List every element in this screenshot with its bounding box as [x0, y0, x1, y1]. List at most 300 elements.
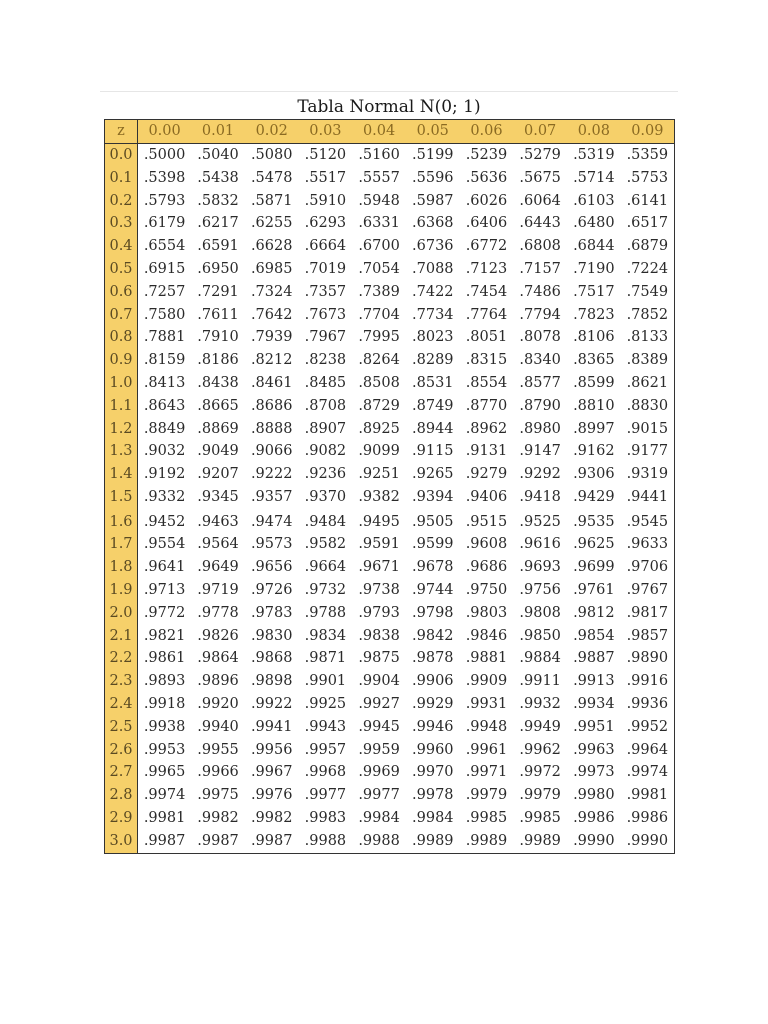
table-cell: .9236 [304, 466, 347, 483]
table-cell: .8106 [573, 329, 615, 346]
row-header-z: 2.5 [105, 716, 138, 739]
table-cell: .6217 [197, 215, 239, 232]
column-header: 0.09 [621, 120, 675, 144]
table-cell: .6293 [304, 215, 347, 232]
table-row [105, 143, 675, 166]
table-cell: .8849 [143, 420, 186, 437]
table-cell: .8665 [197, 397, 239, 414]
table-cell: .8264 [358, 352, 400, 369]
table-cell: .9927 [358, 696, 400, 713]
row-header-z: 0.6 [105, 281, 138, 304]
row-header-z: 0.0 [105, 143, 138, 166]
table-cell: .9778 [197, 604, 239, 621]
table-cell: .8340 [519, 352, 561, 369]
table-cell: .7123 [465, 260, 508, 277]
table-cell: .9573 [250, 536, 293, 553]
table-cell: .9956 [250, 741, 293, 758]
table-cell: .9901 [304, 673, 347, 690]
table-cell: .6141 [626, 192, 669, 209]
row-header-z: 2.6 [105, 739, 138, 762]
table-row [105, 440, 675, 463]
table-cell: .8289 [412, 352, 454, 369]
table-cell: .8944 [412, 420, 454, 437]
table-cell: .9474 [250, 513, 293, 530]
table-cell: .5040 [197, 146, 239, 163]
table-cell: .9896 [197, 673, 239, 690]
table-cell: .6628 [250, 238, 293, 255]
column-header-z: z [105, 120, 138, 144]
column-header: 0.05 [406, 120, 460, 144]
table-cell: .9633 [626, 536, 669, 553]
table-cell: .9441 [626, 488, 669, 505]
column-header: 0.06 [460, 120, 514, 144]
table-cell: .9909 [465, 673, 508, 690]
normal-distribution-table [104, 119, 675, 854]
table-cell: .8413 [143, 374, 186, 391]
column-header: 0.08 [567, 120, 621, 144]
table-cell: .9989 [465, 832, 508, 849]
table-cell: .7324 [250, 283, 293, 300]
table-cell: .9878 [412, 650, 454, 667]
table-row [105, 556, 675, 579]
table-cell: .8980 [519, 420, 561, 437]
table-cell: .8238 [304, 352, 347, 369]
table-row [105, 212, 675, 235]
table-cell: .9463 [197, 513, 239, 530]
table-cell: .5948 [358, 192, 400, 209]
table-cell: .7257 [143, 283, 186, 300]
table-row [105, 716, 675, 739]
row-header-z: 2.7 [105, 761, 138, 784]
table-row [105, 303, 675, 326]
table-cell: .7088 [412, 260, 454, 277]
table-cell: .5793 [143, 192, 186, 209]
column-header: 0.04 [352, 120, 406, 144]
table-cell: .6480 [573, 215, 615, 232]
table-cell: .9989 [519, 832, 561, 849]
table-cell: .9686 [465, 559, 508, 576]
table-cell: .9934 [573, 696, 615, 713]
table-cell: .8554 [465, 374, 508, 391]
table-cell: .9554 [143, 536, 186, 553]
table-cell: .9951 [573, 718, 615, 735]
table-cell: .9984 [358, 810, 400, 827]
table-cell: .9970 [412, 764, 454, 781]
table-cell: .9744 [412, 582, 454, 599]
table-cell: .7704 [358, 306, 400, 323]
table-cell: .9131 [465, 443, 508, 460]
table-cell: .8810 [573, 397, 615, 414]
table-cell: .9932 [519, 696, 561, 713]
table-cell: .9922 [250, 696, 293, 713]
table-cell: .5557 [358, 169, 400, 186]
row-header-z: 0.9 [105, 349, 138, 372]
table-cell: .8962 [465, 420, 508, 437]
table-cell: .9972 [519, 764, 561, 781]
table-cell: .7580 [143, 306, 186, 323]
table-cell: .9783 [250, 604, 293, 621]
table-cell: .9982 [250, 810, 293, 827]
table-cell: .9955 [197, 741, 239, 758]
table-cell: .8686 [250, 397, 293, 414]
table-cell: .5160 [358, 146, 400, 163]
table-cell: .9525 [519, 513, 561, 530]
table-cell: .8023 [412, 329, 454, 346]
table-cell: .6406 [465, 215, 508, 232]
table-cell: .6255 [250, 215, 293, 232]
table-cell: .9406 [465, 488, 508, 505]
table-cell: .5438 [197, 169, 239, 186]
table-cell: .9949 [519, 718, 561, 735]
row-header-z: 3.0 [105, 830, 138, 853]
table-cell: .8790 [519, 397, 561, 414]
row-header-z: 0.8 [105, 326, 138, 349]
table-cell: .9625 [573, 536, 615, 553]
table-cell: .7642 [250, 306, 293, 323]
table-cell: .8888 [250, 420, 293, 437]
row-header-z: 2.1 [105, 625, 138, 648]
table-cell: .9834 [304, 627, 347, 644]
table-cell: .6591 [197, 238, 239, 255]
table-row [105, 463, 675, 486]
row-header-z: 0.7 [105, 303, 138, 326]
table-cell: .9854 [573, 627, 615, 644]
table-cell: .9706 [626, 559, 669, 576]
table-cell: .9981 [626, 787, 669, 804]
row-header-z: 1.7 [105, 533, 138, 556]
row-header-z: 1.6 [105, 509, 138, 534]
table-cell: .6368 [412, 215, 454, 232]
table-cell: .5199 [412, 146, 454, 163]
table-row [105, 235, 675, 258]
table-cell: .9969 [358, 764, 400, 781]
table-cell: .5359 [626, 146, 669, 163]
table-cell: .9049 [197, 443, 239, 460]
row-header-z: 2.2 [105, 647, 138, 670]
table-cell: .8365 [573, 352, 615, 369]
table-cell: .8212 [250, 352, 293, 369]
table-cell: .9505 [412, 513, 454, 530]
table-cell: .9971 [465, 764, 508, 781]
table-cell: .8925 [358, 420, 400, 437]
table-cell: .7764 [465, 306, 508, 323]
table-cell: .9974 [626, 764, 669, 781]
table-cell: .9911 [519, 673, 561, 690]
table-cell: .8643 [143, 397, 186, 414]
table-cell: .9251 [358, 466, 400, 483]
table-row [105, 807, 675, 830]
table-cell: .5398 [143, 169, 186, 186]
table-cell: .9987 [143, 832, 186, 849]
table-cell: .8749 [412, 397, 454, 414]
table-cell: .9884 [519, 650, 561, 667]
table-cell: .9988 [304, 832, 347, 849]
table-row [105, 625, 675, 648]
table-cell: .9678 [412, 559, 454, 576]
table-cell: .9868 [250, 650, 293, 667]
table-cell: .9115 [412, 443, 454, 460]
table-cell: .9861 [143, 650, 186, 667]
table-row [105, 509, 675, 534]
table-cell: .9664 [304, 559, 347, 576]
table-cell: .9162 [573, 443, 615, 460]
table-cell: .8051 [465, 329, 508, 346]
table-cell: .9990 [573, 832, 615, 849]
table-cell: .9761 [573, 582, 615, 599]
table-cell: .6879 [626, 238, 669, 255]
table-cell: .9564 [197, 536, 239, 553]
table-cell: .9222 [250, 466, 293, 483]
table-cell: .9345 [197, 488, 239, 505]
row-header-z: 2.3 [105, 670, 138, 693]
table-row [105, 784, 675, 807]
table-cell: .9418 [519, 488, 561, 505]
row-header-z: 0.2 [105, 189, 138, 212]
table-cell: .9906 [412, 673, 454, 690]
table-row [105, 258, 675, 281]
table-cell: .7454 [465, 283, 508, 300]
page-title: Tabla Normal N(0; 1) [297, 97, 481, 117]
table-cell: .9798 [412, 604, 454, 621]
table-row [105, 533, 675, 556]
table-cell: .9967 [250, 764, 293, 781]
table-cell: .9767 [626, 582, 669, 599]
table-cell: .7852 [626, 306, 669, 323]
table-cell: .9979 [519, 787, 561, 804]
table-cell: .9099 [358, 443, 400, 460]
table-row [105, 326, 675, 349]
table-cell: .9959 [358, 741, 400, 758]
table-row [105, 647, 675, 670]
row-header-z: 1.5 [105, 486, 138, 509]
table-cell: .5517 [304, 169, 347, 186]
table-cell: .9964 [626, 741, 669, 758]
table-row [105, 189, 675, 212]
table-cell: .9082 [304, 443, 347, 460]
table-cell: .9890 [626, 650, 669, 667]
table-cell: .8389 [626, 352, 669, 369]
table-cell: .5080 [250, 146, 293, 163]
table-cell: .9913 [573, 673, 615, 690]
table-cell: .9871 [304, 650, 347, 667]
column-header: 0.02 [245, 120, 299, 144]
table-header-row [105, 120, 675, 144]
table-cell: .9484 [304, 513, 347, 530]
table-cell: .9649 [197, 559, 239, 576]
table-cell: .9719 [197, 582, 239, 599]
table-cell: .9987 [250, 832, 293, 849]
table-cell: .9960 [412, 741, 454, 758]
table-row [105, 281, 675, 304]
table-row [105, 349, 675, 372]
table-cell: .6179 [143, 215, 186, 232]
table-cell: .7995 [358, 329, 400, 346]
table-cell: .8869 [197, 420, 239, 437]
table-cell: .5319 [573, 146, 615, 163]
table-cell: .9608 [465, 536, 508, 553]
table-cell: .9756 [519, 582, 561, 599]
table-cell: .7967 [304, 329, 347, 346]
table-cell: .9938 [143, 718, 186, 735]
table-cell: .9977 [358, 787, 400, 804]
table-cell: .9382 [358, 488, 400, 505]
table-cell: .6026 [465, 192, 508, 209]
table-cell: .9881 [465, 650, 508, 667]
table-cell: .9495 [358, 513, 400, 530]
table-cell: .9986 [573, 810, 615, 827]
table-cell: .9945 [358, 718, 400, 735]
table-cell: .6443 [519, 215, 561, 232]
table-cell: .9015 [626, 420, 669, 437]
table-row [105, 670, 675, 693]
table-cell: .5832 [197, 192, 239, 209]
table-cell: .7019 [304, 260, 347, 277]
table-cell: .9429 [573, 488, 615, 505]
row-header-z: 1.9 [105, 579, 138, 602]
row-header-z: 1.2 [105, 417, 138, 440]
table-cell: .8438 [197, 374, 239, 391]
table-cell: .6331 [358, 215, 400, 232]
table-cell: .9830 [250, 627, 293, 644]
table-cell: .9857 [626, 627, 669, 644]
table-cell: .9918 [143, 696, 186, 713]
table-cell: .9793 [358, 604, 400, 621]
column-header: 0.03 [299, 120, 353, 144]
table-cell: .8770 [465, 397, 508, 414]
row-header-z: 1.8 [105, 556, 138, 579]
row-header-z: 0.1 [105, 167, 138, 190]
table-cell: .9977 [304, 787, 347, 804]
table-cell: .8621 [626, 374, 669, 391]
table-cell: .6554 [143, 238, 186, 255]
table-cell: .7611 [197, 306, 239, 323]
table-cell: .9887 [573, 650, 615, 667]
table-cell: .7190 [573, 260, 615, 277]
table-cell: .7389 [358, 283, 400, 300]
table-cell: .9357 [250, 488, 293, 505]
table-cell: .9974 [143, 787, 186, 804]
table-cell: .5000 [143, 146, 186, 163]
table-cell: .9975 [197, 787, 239, 804]
table-cell: .9370 [304, 488, 347, 505]
table-cell: .9177 [626, 443, 669, 460]
column-header: 0.01 [191, 120, 245, 144]
table-cell: .5478 [250, 169, 293, 186]
table-cell: .8485 [304, 374, 347, 391]
table-cell: .9535 [573, 513, 615, 530]
table-body [105, 143, 675, 853]
table-cell: .7486 [519, 283, 561, 300]
table-cell: .9591 [358, 536, 400, 553]
table-cell: .8315 [465, 352, 508, 369]
table-cell: .5910 [304, 192, 347, 209]
table-cell: .7910 [197, 329, 239, 346]
table-cell: .9850 [519, 627, 561, 644]
column-header: 0.07 [513, 120, 567, 144]
table-cell: .9953 [143, 741, 186, 758]
table-cell: .9319 [626, 466, 669, 483]
table-cell: .9980 [573, 787, 615, 804]
table-cell: .5714 [573, 169, 615, 186]
table-cell: .7357 [304, 283, 347, 300]
table-cell: .9394 [412, 488, 454, 505]
row-header-z: 2.0 [105, 602, 138, 625]
table-cell: .9693 [519, 559, 561, 576]
table-cell: .7224 [626, 260, 669, 277]
row-header-z: 0.5 [105, 258, 138, 281]
table-row [105, 417, 675, 440]
table-row [105, 693, 675, 716]
table-cell: .8159 [143, 352, 186, 369]
table-cell: .8997 [573, 420, 615, 437]
column-header: 0.00 [138, 120, 192, 144]
table-cell: .6985 [250, 260, 293, 277]
table-cell: .9963 [573, 741, 615, 758]
table-cell: .9936 [626, 696, 669, 713]
table-cell: .7734 [412, 306, 454, 323]
table-cell: .9713 [143, 582, 186, 599]
table-cell: .7549 [626, 283, 669, 300]
table-cell: .9898 [250, 673, 293, 690]
table-cell: .9147 [519, 443, 561, 460]
row-header-z: 2.8 [105, 784, 138, 807]
table-cell: .9968 [304, 764, 347, 781]
table-row [105, 372, 675, 395]
table-cell: .9515 [465, 513, 508, 530]
table-cell: .6915 [143, 260, 186, 277]
table-cell: .9812 [573, 604, 615, 621]
table-cell: .7881 [143, 329, 186, 346]
table-cell: .9842 [412, 627, 454, 644]
table-cell: .5753 [626, 169, 669, 186]
table-row [105, 395, 675, 418]
table-cell: .9750 [465, 582, 508, 599]
row-header-z: 1.0 [105, 372, 138, 395]
table-cell: .9066 [250, 443, 293, 460]
row-header-z: 0.4 [105, 235, 138, 258]
table-cell: .5239 [465, 146, 508, 163]
table-cell: .9940 [197, 718, 239, 735]
table-row [105, 486, 675, 509]
table-cell: .6844 [573, 238, 615, 255]
table-cell: .9961 [465, 741, 508, 758]
table-cell: .9306 [573, 466, 615, 483]
table-cell: .5120 [304, 146, 347, 163]
table-cell: .9616 [519, 536, 561, 553]
table-cell: .9772 [143, 604, 186, 621]
table-row [105, 167, 675, 190]
table-cell: .9821 [143, 627, 186, 644]
table-cell: .9985 [519, 810, 561, 827]
table-cell: .9973 [573, 764, 615, 781]
row-header-z: 0.3 [105, 212, 138, 235]
table-cell: .8078 [519, 329, 561, 346]
table-cell: .8599 [573, 374, 615, 391]
table-cell: .9864 [197, 650, 239, 667]
table-cell: .6772 [465, 238, 508, 255]
table-cell: .6736 [412, 238, 454, 255]
table-cell: .5871 [250, 192, 293, 209]
table-cell: .9990 [626, 832, 669, 849]
table-row [105, 761, 675, 784]
table-cell: .9983 [304, 810, 347, 827]
table-cell: .9738 [358, 582, 400, 599]
table-cell: .9943 [304, 718, 347, 735]
table-cell: .9986 [626, 810, 669, 827]
table-cell: .7794 [519, 306, 561, 323]
table-cell: .9817 [626, 604, 669, 621]
table-cell: .7823 [573, 306, 615, 323]
